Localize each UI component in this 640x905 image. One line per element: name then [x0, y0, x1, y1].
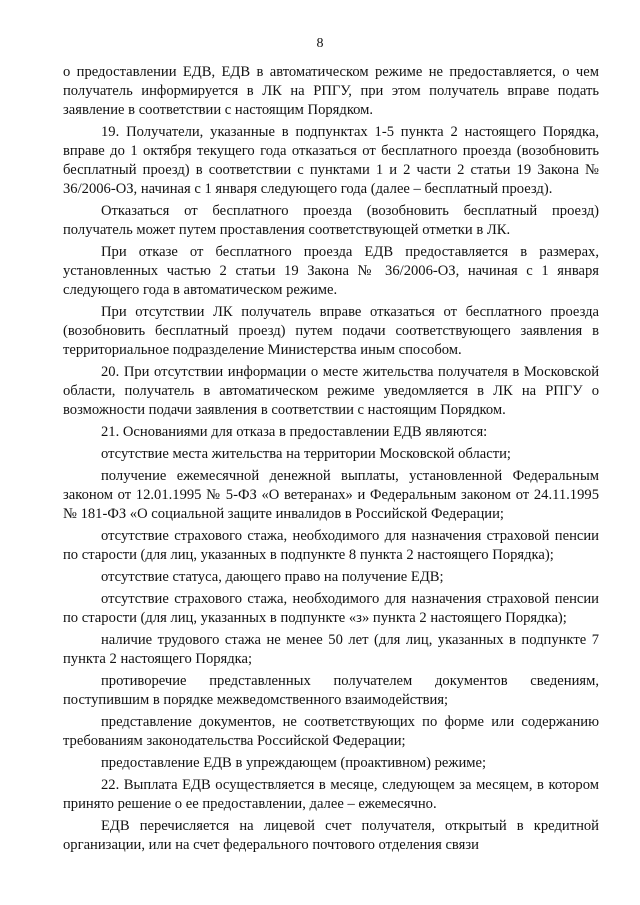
paragraph-item-22: 22. Выплата ЕДВ осуществляется в месяце, следующем за месяцем, в котором принято решение о ее предоставлении, далее – ежемесячно. [63, 777, 599, 812]
paragraph-ground-insurance-z: отсутствие страхового стажа, необходимого для назначения страховой пенсии по старости (для лиц, указанных в подпункте «з» пункта 2 настоящего Порядка); [63, 591, 599, 626]
paragraph-refusal-amount: При отказе от бесплатного проезда ЕДВ предоставляется в размерах, установленных частью 2 статьи 19 Закона № 36/2006-ОЗ, начиная с 1 января следующего года в автоматическом режиме. [63, 244, 599, 298]
paragraph-refusal: Отказаться от бесплатного проезда (возобновить бесплатный проезд) получатель может путем проставления соответствующей отметки в ЛК. [63, 203, 599, 238]
paragraph-ground-contradiction: противоречие представленных получателем документов сведениям, поступившим в порядке межведомственного взаимодействия; [63, 673, 599, 708]
paragraph-ground-proactive: предоставление ЕДВ в упреждающем (проактивном) режиме; [101, 755, 487, 771]
paragraph-item-21: 21. Основаниями для отказа в предоставлении ЕДВ являются: [101, 424, 488, 440]
paragraph-ground-residence: отсутствие места жительства на территории Московской области; [101, 446, 511, 462]
paragraph-continuation: о предоставлении ЕДВ, ЕДВ в автоматическом режиме не предоставляется, о чем получатель информируется в ЛК на РПГУ, при этом получатель вправе подать заявление в соответствии с настоящим Порядком. [63, 64, 599, 118]
paragraph-no-account: При отсутствии ЛК получатель вправе отказаться от бесплатного проезда (возобновить бесплатный проезд) путем подачи соответствующего заявления в территориальное подразделение Министерства иным способом. [63, 304, 599, 358]
paragraph-transfer: ЕДВ перечисляется на лицевой счет получателя, открытый в кредитной организации, или на счет федерального почтового отделения связи [63, 818, 599, 853]
paragraph-ground-monthly-payment: получение ежемесячной денежной выплаты, установленной Федеральным законом от 12.01.1995 № 5-ФЗ «О ветеранах» и Федеральным законом от 24.11.1995 № 181-ФЗ «О социальной защите инвалидов в Российской Федерации; [63, 468, 599, 522]
paragraph-item-20: 20. При отсутствии информации о месте жительства получателя в Московской области, получатель в автоматическом режиме уведомляется в ЛК на РПГУ о возможности подачи заявления в соответствии с настоящим Порядком. [63, 364, 599, 418]
paragraph-ground-status: отсутствие статуса, дающего право на получение ЕДВ; [101, 569, 444, 585]
paragraph-ground-documents: представление документов, не соответствующих по форме или содержанию требованиям законодательства Российской Федерации; [63, 714, 599, 749]
paragraph-ground-insurance-8: отсутствие страхового стажа, необходимого для назначения страховой пенсии по старости (для лиц, указанных в подпункте 8 пункта 2 настоящего Порядка); [63, 528, 599, 563]
page-number: 8 [316, 36, 324, 51]
paragraph-ground-work-experience: наличие трудового стажа не менее 50 лет (для лиц, указанных в подпункте 7 пункта 2 настоящего Порядка; [63, 632, 599, 667]
paragraph-item-19: 19. Получатели, указанные в подпунктах 1-5 пункта 2 настоящего Порядка, вправе до 1 октября текущего года отказаться от бесплатного проезда (возобновить бесплатный проезд) в соответствии с пунктами 1 и 2 части 2 статьи 19 Закона № 36/2006-ОЗ, начиная с 1 января следующего года (далее – бесплатный проезд). [63, 124, 599, 197]
document-body [63, 63, 599, 858]
